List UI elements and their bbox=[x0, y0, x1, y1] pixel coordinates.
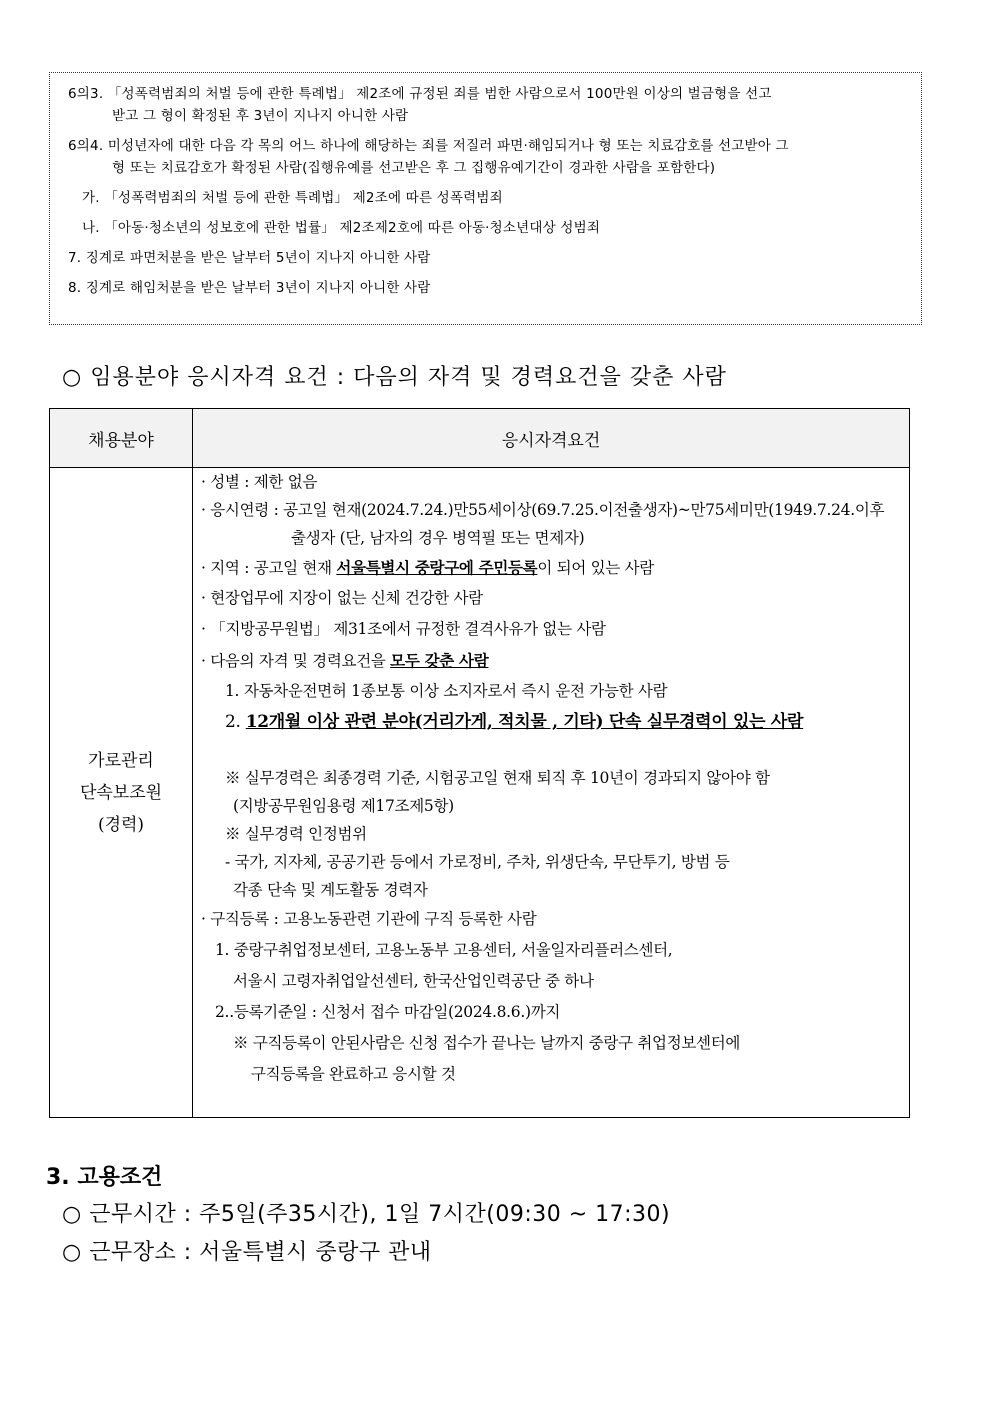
jobreg-2: 2..등록기준일 : 신청서 접수 마감일(2024.8.6.)까지 bbox=[215, 1003, 561, 1021]
item-6-4-cont: 형 또는 치료감호가 확정된 사람(집행유예를 선고받은 후 그 집행유예기간이 경과한 사람을 포함한다) bbox=[112, 160, 716, 176]
region-emphasis: 서울특별시 중랑구에 주민등록 bbox=[336, 558, 538, 577]
requirements-table bbox=[49, 408, 910, 1118]
note2-line1: - 국가, 지자체, 공공기관 등에서 가로정비, 주차, 위생단속, 무단투기, 방범 등 bbox=[225, 853, 730, 871]
req-region bbox=[201, 552, 905, 583]
field-line2: 단속보조원 bbox=[79, 782, 163, 803]
disqualification-box bbox=[49, 72, 922, 325]
employment-heading: 3. 고용조건 bbox=[46, 1165, 163, 1190]
req-1: 1. 자동차운전면허 1종보통 이상 소지자로서 즉시 운전 가능한 사람 bbox=[225, 682, 668, 700]
requirements-cell bbox=[193, 468, 910, 1118]
note1-line1: ※ 실무경력은 최종경력 기준, 시험공고일 현재 퇴직 후 10년이 경과되지 않아야 함 bbox=[225, 769, 770, 787]
jobreg-1-line1: 1. 중랑구취업정보센터, 고용노동부 고용센터, 서울일자리플러스센터, bbox=[215, 941, 673, 959]
work-hours: ○ 근무시간 : 주5일(주35시간), 1일 7시간(09:30 ~ 17:30) bbox=[62, 1202, 671, 1227]
jobreg-1-line2: 서울시 고령자취업알선센터, 한국산업인력공단 중 하나 bbox=[233, 972, 594, 990]
field-line1: 가로관리 bbox=[88, 750, 154, 771]
req-all bbox=[201, 645, 905, 676]
req-age-line2: 출생자 (단, 남자의 경우 병역필 또는 면제자) bbox=[291, 529, 585, 547]
jobreg-note-line2: 구직등록을 완료하고 응시할 것 bbox=[251, 1065, 456, 1083]
req-jobreg: · 구직등록 : 고용노동관련 기관에 구직 등록한 사람 bbox=[201, 910, 537, 928]
req-law: · 「지방공무원법」 제31조에서 규정한 결격사유가 없는 사람 bbox=[201, 620, 606, 638]
all-emphasis: 모두 갖춘 사람 bbox=[390, 651, 489, 670]
item-6-4: 6의4. 미성년자에 대한 다음 각 목의 어느 하나에 해당하는 죄를 저질러 파면·해임되거나 형 또는 치료감호를 선고받아 그 bbox=[68, 138, 789, 154]
item-7: 7. 징계로 파면처분을 받은 날부터 5년이 지나지 아니한 사람 bbox=[68, 250, 431, 266]
field-cell bbox=[50, 468, 193, 1118]
req2-prefix: 2. bbox=[225, 712, 246, 732]
table-header-row bbox=[50, 409, 910, 468]
region-suffix: 이 되어 있는 사람 bbox=[537, 559, 654, 577]
req-health: · 현장업무에 지장이 없는 신체 건강한 사람 bbox=[201, 589, 483, 607]
item-6-3-cont: 받고 그 형이 확정된 후 3년이 지나지 아니한 사람 bbox=[112, 108, 409, 124]
jobreg-note-line1: ※ 구직등록이 안된사람은 신청 접수가 끝나는 날까지 중랑구 취업정보센터에 bbox=[233, 1034, 741, 1052]
section-heading: ○ 임용분야 응시자격 요건 : 다음의 자격 및 경력요건을 갖춘 사람 bbox=[62, 365, 727, 390]
all-prefix: · 다음의 자격 및 경력요건을 bbox=[201, 652, 391, 670]
field-line3: (경력) bbox=[97, 814, 145, 835]
work-place: ○ 근무장소 : 서울특별시 중랑구 관내 bbox=[62, 1240, 432, 1265]
header-field: 채용분야 bbox=[50, 409, 193, 468]
item-na: 나. 「아동·청소년의 성보호에 관한 법률」 제2조제2호에 따른 아동·청소년대상 성범죄 bbox=[82, 220, 601, 236]
item-6-3: 6의3. 「성폭력범죄의 처벌 등에 관한 특례법」 제2조에 규정된 죄를 범한 사람으로서 100만원 이상의 벌금형을 선고 bbox=[68, 86, 772, 102]
header-requirements: 응시자격요건 bbox=[193, 409, 910, 468]
req-age-line1: · 응시연령 : 공고일 현재(2024.7.24.)만55세이상(69.7.25.이전출생자)~만75세미만(1949.7.24.이후 bbox=[201, 501, 885, 519]
note1-line2: (지방공무원임용령 제17조제5항) bbox=[233, 797, 454, 815]
item-8: 8. 징계로 해임처분을 받은 날부터 3년이 지나지 아니한 사람 bbox=[68, 280, 431, 296]
req-2 bbox=[201, 707, 905, 738]
table-row bbox=[50, 468, 910, 1118]
note2: ※ 실무경력 인정범위 bbox=[225, 825, 367, 843]
region-prefix: · 지역 : 공고일 현재 bbox=[201, 559, 337, 577]
note2-line2: 각종 단속 및 계도활동 경력자 bbox=[233, 881, 428, 899]
item-ga: 가. 「성폭력범죄의 처벌 등에 관한 특례법」 제2조에 따른 성폭력범죄 bbox=[82, 190, 503, 206]
req-gender: · 성별 : 제한 없음 bbox=[201, 473, 318, 491]
req2-emphasis: 12개월 이상 관련 분야(거리가게, 적치물 , 기타) 단속 실무경력이 있는 사람 bbox=[245, 712, 804, 732]
